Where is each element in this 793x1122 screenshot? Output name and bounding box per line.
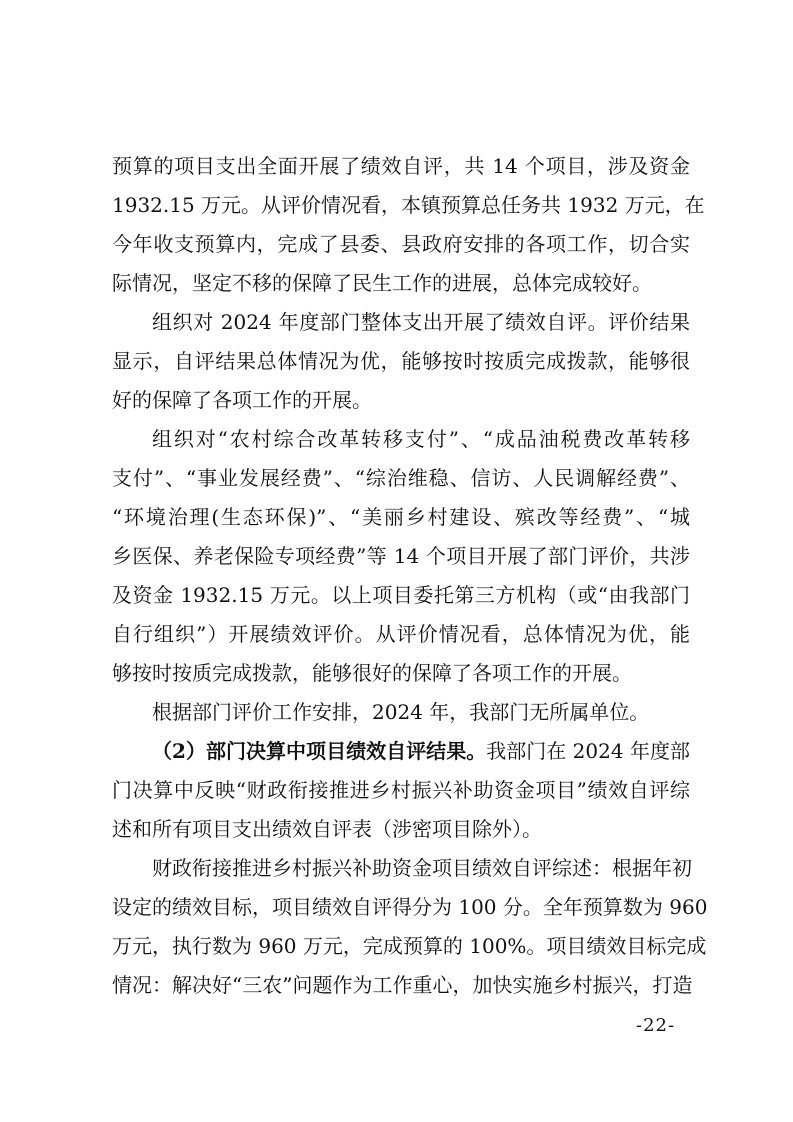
- body-text-line: 情况：解决好“三农”问题作为工作重心，加快实施乡村振兴，打造: [112, 973, 693, 997]
- body-text-line: 组织对“农村综合改革转移支付”、“成品油税费改革转移: [152, 427, 690, 451]
- body-text-line: 显示，自评结果总体情况为优，能够按时按质完成拨款，能够很: [112, 349, 690, 373]
- body-text-line: 门决算中反映“财政衔接推进乡村振兴补助资金项目”绩效自评综: [112, 778, 690, 802]
- body-text-line: 自行组织”）开展绩效评价。从评价情况看，总体情况为优，能: [112, 622, 690, 646]
- body-text-line: 乡医保、养老保险专项经费”等 14 个项目开展了部门评价，共涉: [112, 544, 690, 568]
- body-text-line: 预算的项目支出全面开展了绩效自评，共 14 个项目，涉及资金: [112, 154, 690, 178]
- body-text-line: 根据部门评价工作安排，2024 年，我部门无所属单位。: [152, 700, 650, 724]
- body-text-line: “环境治理(生态环保)”、“美丽乡村建设、殡改等经费”、“城: [112, 505, 690, 529]
- body-text-span: 我部门在 2024 年度部: [486, 739, 690, 763]
- body-text-line: 今年收支预算内，完成了县委、县政府安排的各项工作，切合实: [112, 232, 690, 256]
- heading-line: [152, 733, 690, 769]
- body-text-line: 际情况，坚定不移的保障了民生工作的进展，总体完成较好。: [112, 271, 652, 295]
- body-text-line: 1932.15 万元。从评价情况看，本镇预算总任务共 1932 万元，在: [112, 193, 705, 217]
- section-heading: （2）部门决算中项目绩效自评结果。: [152, 739, 487, 763]
- body-text-line: 够按时按质完成拨款，能够很好的保障了各项工作的开展。: [112, 661, 632, 685]
- body-text-line: 支付”、“事业发展经费”、“综治维稳、信访、人民调解经费”、: [112, 466, 690, 490]
- page-number: -22-: [636, 1015, 676, 1036]
- body-text-line: 设定的绩效目标，项目绩效自评得分为 100 分。全年预算数为 960: [112, 895, 708, 919]
- body-text-line: 述和所有项目支出绩效自评表（涉密项目除外）。: [112, 817, 542, 841]
- body-text-line: 组织对 2024 年度部门整体支出开展了绩效自评。评价结果: [152, 310, 690, 334]
- body-text-line: 及资金 1932.15 万元。以上项目委托第三方机构（或“由我部门: [112, 583, 690, 607]
- body-text-line: 好的保障了各项工作的开展。: [112, 388, 372, 412]
- body-text-line: 财政衔接推进乡村振兴补助资金项目绩效自评综述：根据年初: [152, 856, 692, 880]
- body-text-line: 万元，执行数为 960 万元，完成预算的 100%。项目绩效目标完成: [112, 934, 707, 958]
